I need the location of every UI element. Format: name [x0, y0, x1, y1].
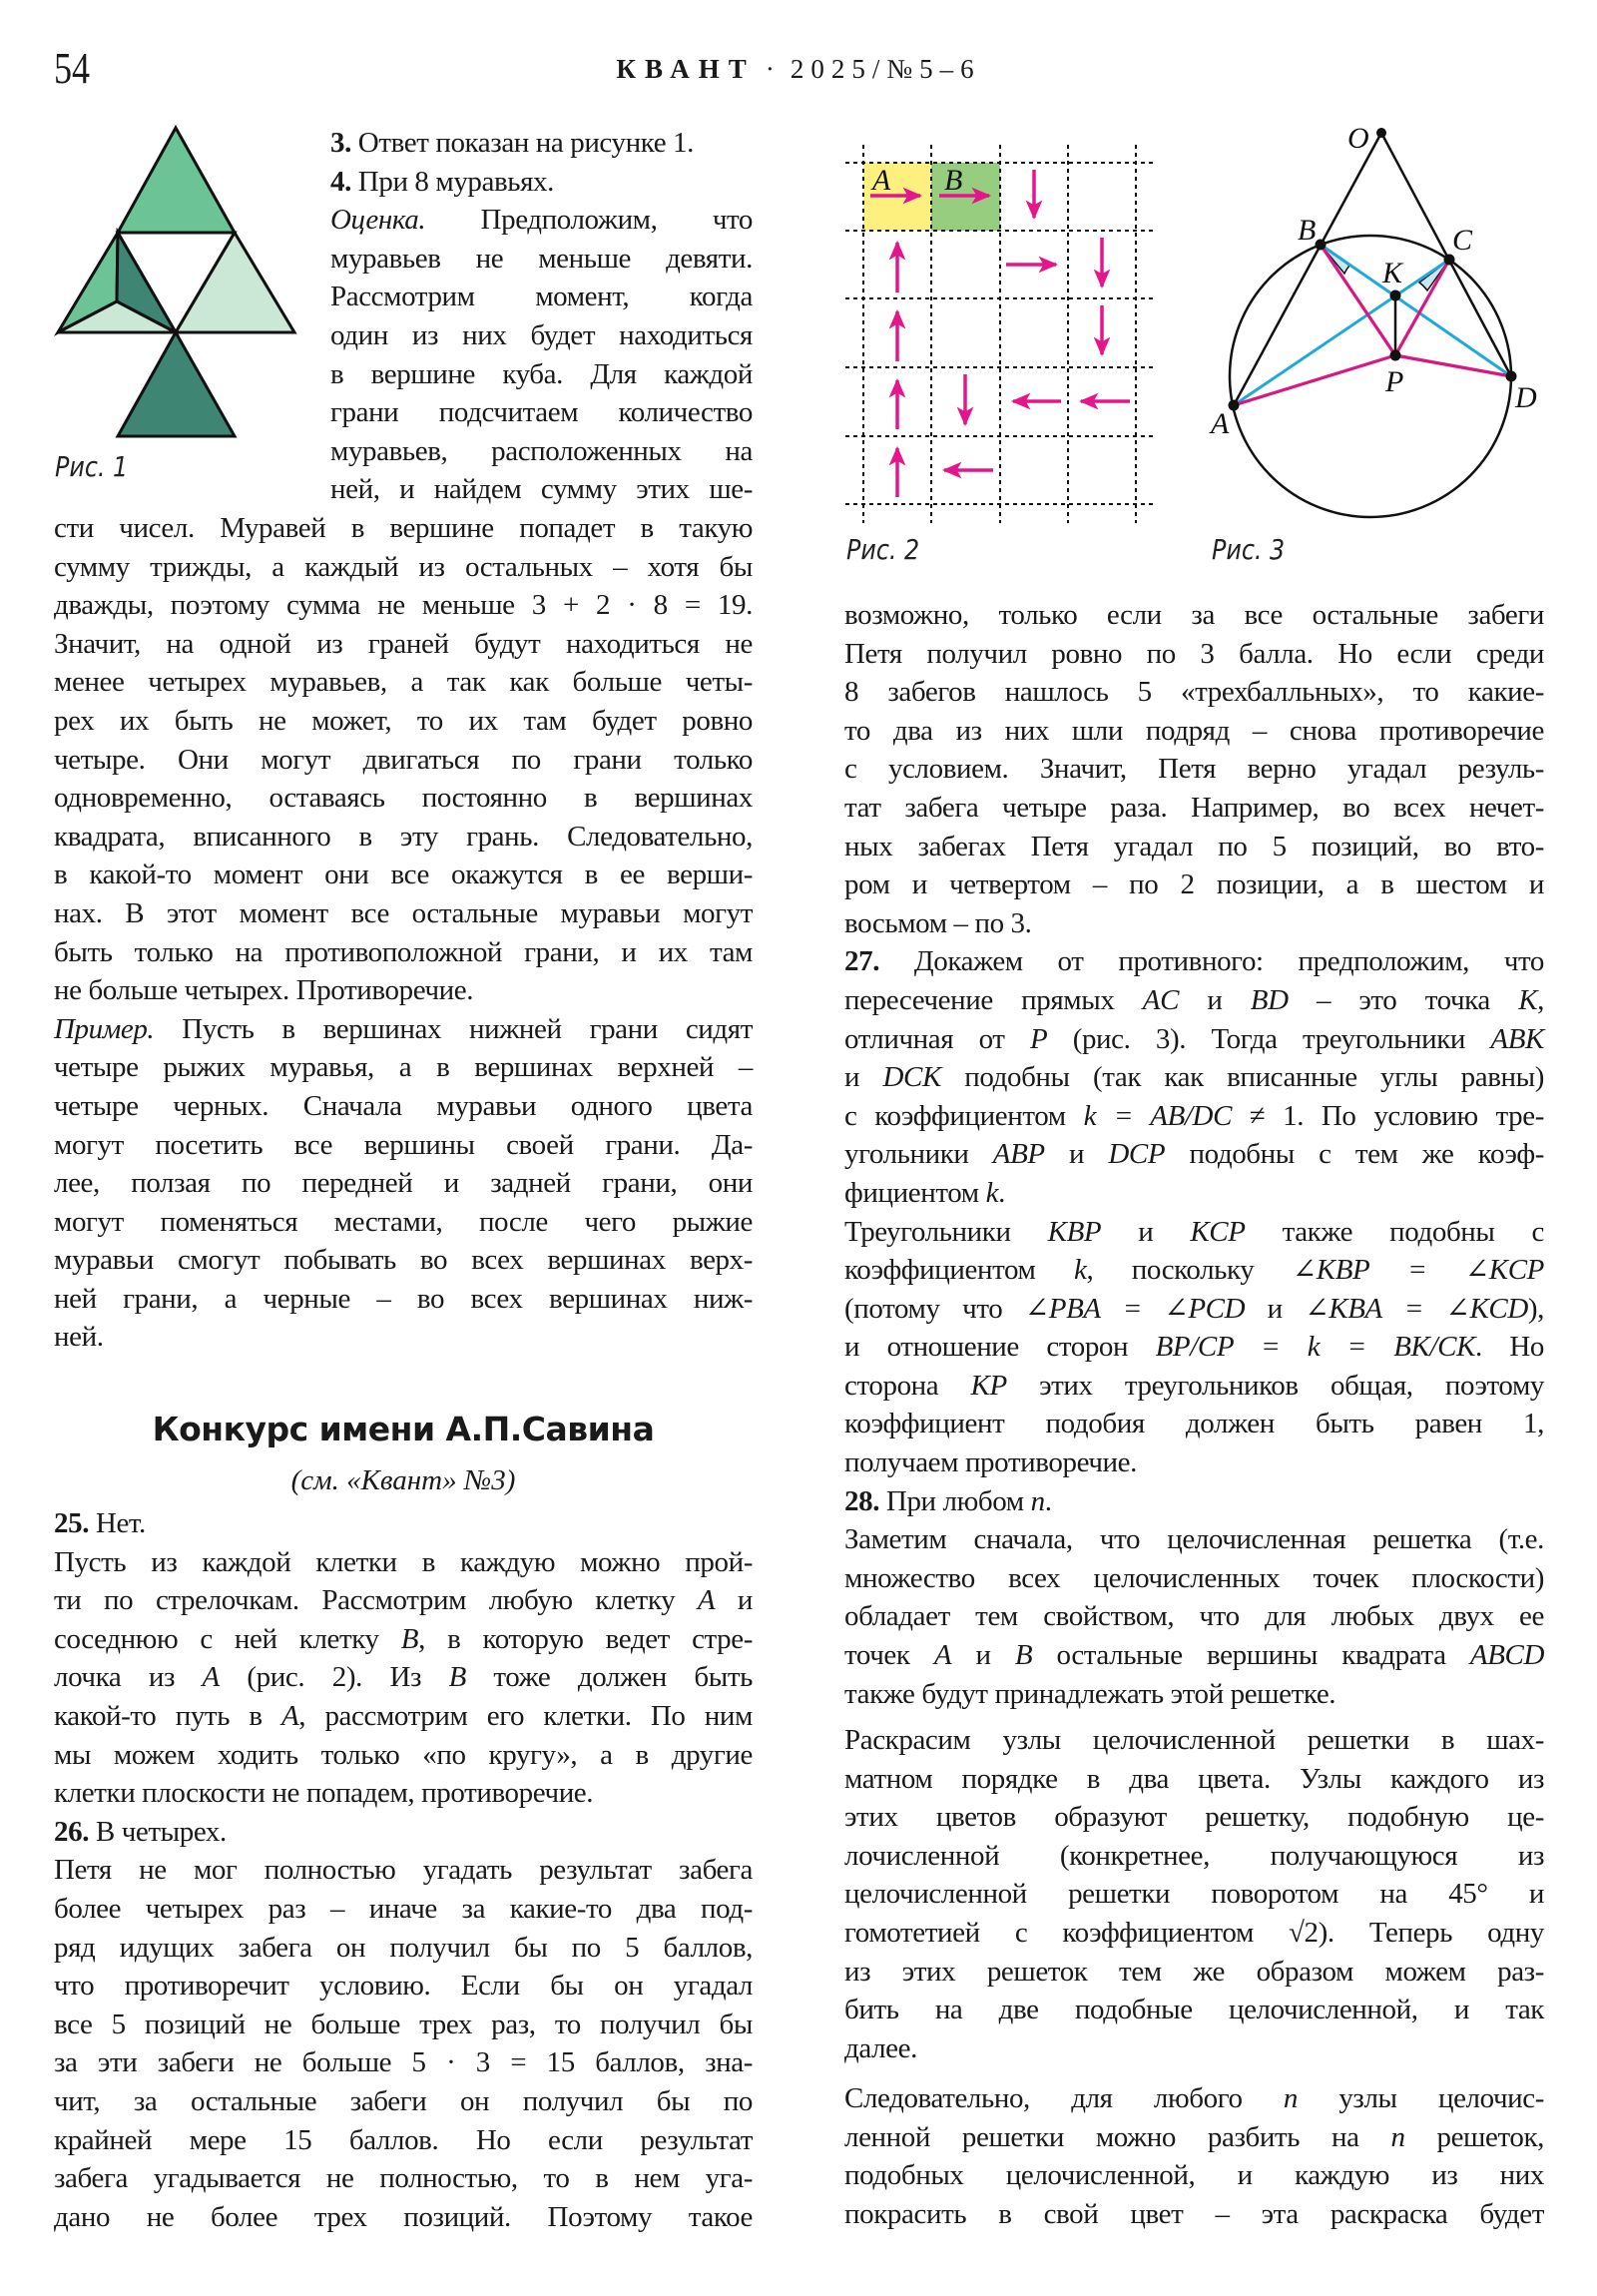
- text-line: [844, 1837, 1544, 1876]
- text-line: [844, 1675, 1544, 1714]
- text-run: гомотетией с коэффициентом √2). Теперь одну: [844, 1916, 1544, 1949]
- text-run: (рис. 3). Тогда треугольники: [1047, 1022, 1491, 1055]
- text-run: целочисленной решетки поворотом на 45° и: [844, 1878, 1544, 1911]
- text-line: [54, 509, 753, 548]
- italic-term: k: [1073, 1254, 1087, 1287]
- text-line: [54, 1736, 753, 1775]
- text-run: .: [998, 1176, 1005, 1209]
- fig3-label-o: O: [1347, 122, 1369, 155]
- text-run: узлы целочис-: [1298, 2082, 1544, 2114]
- text-run: четыре черных. Сначала муравьи одного цвета: [54, 1089, 753, 1122]
- text-run: угольники: [844, 1138, 993, 1171]
- text-line: [54, 1851, 753, 1890]
- italic-term: k = AB/DC: [1083, 1099, 1233, 1132]
- text-line: [54, 1048, 753, 1087]
- text-line: [844, 1991, 1544, 2029]
- text-line: [54, 625, 753, 664]
- text-run: матном порядке в два цвета. Узлы каждого из: [844, 1762, 1544, 1795]
- text-run: также будут принадлежать этой решетке.: [844, 1677, 1336, 1710]
- text-run: клетки плоскости не попадем, противоречие.: [54, 1777, 594, 1810]
- text-line: [330, 124, 753, 163]
- answer-number: 25.: [54, 1507, 90, 1539]
- text-line: [844, 1251, 1544, 1290]
- text-line: [844, 1636, 1544, 1675]
- text-run: лочисленной (конкретнее, получающуюся из: [844, 1839, 1544, 1872]
- text-run: и: [1044, 1138, 1109, 1171]
- text-line: [330, 240, 753, 279]
- text-run: не больше четырех. Противоречие.: [54, 974, 474, 1007]
- text-run: возможно, только если за все остальные забеги: [844, 599, 1544, 631]
- text-run: и: [1101, 1215, 1191, 1248]
- text-line: [844, 789, 1544, 828]
- text-line: [844, 1482, 1544, 1521]
- italic-term: A: [280, 1699, 299, 1732]
- text-line: [330, 470, 753, 509]
- text-block: [54, 509, 753, 1357]
- text-run: При 8 муравьях.: [350, 165, 554, 198]
- text-run: этих цветов образуют решетку, подобную це-: [844, 1801, 1544, 1834]
- page-number: 54: [54, 44, 91, 93]
- italic-term: BP/CP = k = BK/CK: [1155, 1331, 1476, 1364]
- text-line: [54, 2082, 753, 2121]
- text-line: [54, 1929, 753, 1968]
- text-line: [54, 1318, 753, 1357]
- text-run: грани подсчитаем количество: [330, 396, 753, 429]
- text-run: . Но: [1475, 1331, 1544, 1364]
- text-run: какой-то путь в: [54, 1699, 281, 1732]
- text-run: Значит, на одной из граней будут находиться не: [54, 627, 753, 660]
- text-run: множество всех целочисленных точек плоскости): [844, 1561, 1544, 1594]
- section-title: Конкурс имени А.П.Савина: [152, 1410, 655, 1448]
- text-line: [330, 393, 753, 432]
- fig3-label-d: D: [1515, 381, 1537, 414]
- italic-term: ABCD: [1469, 1639, 1544, 1672]
- text-run: ром и четвертом – по 2 позиции, а в шестом и: [844, 868, 1544, 901]
- text-line: [844, 942, 1544, 981]
- text-line: [330, 201, 753, 240]
- text-run: Заметим сначала, что целочисленная решетка (т.е.: [844, 1523, 1544, 1556]
- text-run: четыре рыжих муравья, а в вершинах верхней –: [54, 1051, 753, 1084]
- text-line: [844, 1020, 1544, 1059]
- text-line: [844, 1597, 1544, 1636]
- text-run: быть только на противоположной грани, и их там: [54, 935, 753, 968]
- text-run: отличная от: [844, 1022, 1030, 1055]
- text-run: что противоречит условию. Если бы он угадал: [54, 1970, 753, 2003]
- text-run: лочка из: [54, 1661, 203, 1694]
- text-run: сторона: [844, 1369, 971, 1402]
- text-line: [54, 586, 753, 625]
- text-line: [54, 1658, 753, 1697]
- text-line: [330, 355, 753, 394]
- figure-2-caption: Рис. 2: [846, 533, 920, 566]
- text-line: [54, 933, 753, 972]
- text-run: за эти забеги не больше 5 · 3 = 15 баллов, зна-: [54, 2046, 753, 2079]
- text-run: ≠ 1. По условию тре-: [1232, 1099, 1544, 1132]
- text-block: [844, 2079, 1544, 2233]
- text-run: с коэффициентом: [844, 1099, 1084, 1132]
- text-run: и: [1179, 983, 1251, 1016]
- text-run: В четырех.: [89, 1815, 227, 1848]
- text-line: [844, 1174, 1544, 1213]
- text-run: бить на две подобные целочисленной, и так: [844, 1994, 1544, 2026]
- text-line: [844, 1213, 1544, 1252]
- italic-term: Пример.: [54, 1012, 155, 1045]
- text-run: рех их быть не может, то их там будет ровно: [54, 704, 753, 737]
- answer-number: 26.: [54, 1815, 90, 1848]
- text-line: [844, 1953, 1544, 1992]
- text-run: ,: [1537, 983, 1544, 1016]
- text-run: пересечение прямых: [844, 983, 1143, 1016]
- text-line: [54, 1203, 753, 1242]
- text-line: [844, 1875, 1544, 1914]
- text-run: – это точка: [1288, 983, 1519, 1016]
- text-run: Предположим, что: [425, 204, 753, 237]
- fig3-label-c: C: [1452, 224, 1473, 257]
- text-line: [844, 673, 1544, 712]
- italic-term: ∠KBP = ∠KCP: [1292, 1254, 1544, 1287]
- text-run: и отношение сторон: [844, 1331, 1156, 1364]
- text-run: мы можем ходить только «по кругу», а в другие: [54, 1738, 753, 1771]
- text-run: сумму трижды, а каждый из остальных – хотя бы: [54, 550, 753, 583]
- text-run: этих треугольников общая, поэтому: [1006, 1369, 1544, 1402]
- text-line: [54, 1774, 753, 1813]
- answer-number: 3.: [330, 127, 351, 159]
- text-run: Треугольники: [844, 1215, 1048, 1248]
- text-line: [330, 432, 753, 471]
- text-run: и: [844, 1061, 883, 1094]
- text-run: в вершине куба. Для каждой: [330, 357, 753, 390]
- text-line: [330, 163, 753, 202]
- text-line: [844, 635, 1544, 674]
- text-line: [54, 2198, 753, 2237]
- text-line: [844, 1443, 1544, 1482]
- text-run: получаем противоречие.: [844, 1446, 1137, 1479]
- text-line: [844, 1405, 1544, 1443]
- text-line: [844, 1367, 1544, 1406]
- text-line: [54, 1890, 753, 1929]
- text-line: [54, 1241, 753, 1280]
- italic-term: k: [985, 1176, 999, 1209]
- text-run: чит, за остальные забеги он получил бы по: [54, 2084, 753, 2117]
- text-run: коэффициент подобия должен быть равен 1,: [844, 1408, 1544, 1440]
- text-run: из этих решеток тем же образом можем раз-: [844, 1955, 1544, 1988]
- text-run: муравьев, расположенных на: [330, 434, 753, 467]
- text-run: остальные вершины квадрата: [1032, 1639, 1470, 1672]
- italic-term: ∠KBA = ∠KCD: [1305, 1292, 1528, 1325]
- text-line: [54, 1697, 753, 1736]
- text-line: [54, 2043, 753, 2082]
- text-run: , поскольку: [1086, 1254, 1293, 1287]
- text-line: [844, 904, 1544, 943]
- text-run: забега угадывается не полностью, то в нем уга-: [54, 2162, 753, 2195]
- text-run: также подобны с: [1245, 1215, 1544, 1248]
- italic-term: ∠PBA = ∠PCD: [1024, 1292, 1246, 1325]
- text-run: нах. В этот момент все остальные муравьи могут: [54, 896, 753, 929]
- text-line: [54, 741, 753, 780]
- text-run: лее, ползая по передней и задней грани, они: [54, 1167, 753, 1200]
- text-run: сти чисел. Муравей в вершине попадет в такую: [54, 512, 753, 544]
- text-line: [54, 818, 753, 857]
- text-line: [54, 2121, 753, 2160]
- text-run: далее.: [844, 2031, 917, 2064]
- text-run: обладает тем свойством, что для любых двух ее: [844, 1600, 1544, 1633]
- text-run: (рис. 2). Из: [219, 1661, 449, 1694]
- text-run: крайней мере 15 баллов. Но если результат: [54, 2123, 753, 2156]
- text-line: [844, 828, 1544, 866]
- header-separator: ·: [765, 54, 781, 84]
- text-run: ных забегах Петя угадал по 5 позиций, во вто-: [844, 830, 1544, 862]
- text-run: менее четырех муравьев, а так как больше четы-: [54, 666, 753, 699]
- text-line: [54, 1967, 753, 2006]
- text-line: [844, 981, 1544, 1020]
- text-run: Раскрасим узлы целочисленной решетки в шах-: [844, 1724, 1544, 1756]
- text-line: [54, 1581, 753, 1620]
- text-run: При любом: [879, 1484, 1031, 1517]
- text-block: [844, 1721, 1544, 2067]
- text-run: Докажем от противного: предположим, что: [879, 945, 1544, 978]
- text-run: ней, и найдем сумму этих ше-: [330, 473, 753, 506]
- text-line: [844, 712, 1544, 751]
- text-run: в какой-то момент они все окажутся в ее верши-: [54, 859, 753, 891]
- italic-term: DCK: [882, 1061, 941, 1094]
- fig3-label-b: B: [1298, 214, 1317, 247]
- text-run: квадрата, вписанного в эту грань. Следовательно,: [54, 820, 753, 853]
- italic-term: AC: [1142, 983, 1180, 1016]
- text-run: все 5 позиций не больше трех раз, то получил бы: [54, 2008, 753, 2040]
- text-line: [844, 1520, 1544, 1559]
- italic-term: n: [1030, 1484, 1045, 1517]
- text-run: дважды, поэтому сумма не меньше 3 + 2 · 8 = 19.: [54, 589, 753, 622]
- text-run: подобных целочисленной, и каждую из них: [844, 2159, 1544, 2192]
- text-run: с условием. Значит, Петя верно угадал резуль-: [844, 753, 1544, 786]
- text-line: [54, 856, 753, 894]
- text-run: , в которую ведет стре-: [418, 1622, 753, 1655]
- text-line: [844, 1559, 1544, 1598]
- text-line: [844, 1097, 1544, 1136]
- italic-term: B: [448, 1661, 466, 1694]
- text-run: соседнюю с ней клетку: [54, 1622, 401, 1655]
- italic-term: BD: [1250, 983, 1289, 1016]
- text-run: ней грани, а черные – во всех вершинах ниж-: [54, 1282, 753, 1315]
- text-line: [54, 2159, 753, 2198]
- text-line: [844, 1760, 1544, 1799]
- italic-term: DCP: [1108, 1138, 1166, 1171]
- text-line: [844, 1058, 1544, 1097]
- italic-term: B: [1014, 1639, 1033, 1672]
- fig3-label-k: K: [1382, 257, 1403, 289]
- fig3-label-a: A: [1211, 407, 1230, 440]
- text-line: [54, 1280, 753, 1319]
- text-line: [54, 548, 753, 587]
- text-run: и: [1245, 1292, 1306, 1325]
- text-run: ти по стрелочкам. Рассмотрим любую клетку: [54, 1584, 698, 1617]
- figure-1-caption: Рис. 1: [55, 450, 129, 483]
- text-run: могут посетить все вершины своей грани. Да-: [54, 1128, 753, 1161]
- text-line: [844, 1798, 1544, 1837]
- italic-term: n: [1283, 2082, 1298, 2114]
- fig2-label-b: B: [944, 164, 963, 197]
- text-line: [54, 1164, 753, 1203]
- text-line: [844, 596, 1544, 635]
- answer-number: 27.: [844, 945, 880, 978]
- section-subtitle: (см. «Квант» №3): [290, 1464, 516, 1496]
- text-line: [54, 971, 753, 1010]
- answer-number: 28.: [844, 1484, 880, 1517]
- text-run: Ответ показан на рисунке 1.: [350, 127, 694, 159]
- text-line: [54, 779, 753, 818]
- text-line: [330, 278, 753, 316]
- italic-term: P: [1029, 1022, 1048, 1055]
- text-run: восьмом – по 3.: [844, 906, 1032, 939]
- text-run: ряд идущих забега он получил бы по 5 баллов,: [54, 1931, 753, 1964]
- text-line: [844, 1290, 1544, 1329]
- text-block: [54, 1504, 753, 2236]
- text-line: [54, 2006, 753, 2044]
- text-run: ),: [1527, 1292, 1544, 1325]
- italic-term: A: [697, 1584, 716, 1617]
- text-line: [844, 1135, 1544, 1174]
- text-run: покрасить в свой цвет – эта раскраска будет: [844, 2197, 1544, 2230]
- text-line: [54, 894, 753, 933]
- text-run: ленной решетки можно разбить на: [844, 2120, 1391, 2153]
- text-run: коэффициентом: [844, 1254, 1074, 1287]
- issue-number: 2025/№5–6: [790, 54, 981, 84]
- text-line: [54, 663, 753, 702]
- text-run: Следовательно, для любого: [844, 2082, 1284, 2114]
- text-line: [844, 2079, 1544, 2118]
- text-run: Нет.: [89, 1507, 146, 1539]
- text-run: Петя не мог полностью угадать результат забега: [54, 1854, 753, 1887]
- answer-number: 4.: [330, 165, 351, 198]
- text-run: Пусть из каждой клетки в каждую можно прой-: [54, 1545, 753, 1578]
- text-run: (потому что: [844, 1292, 1025, 1325]
- text-line: [54, 1126, 753, 1165]
- text-run: , рассмотрим его клетки. По ним: [298, 1699, 753, 1732]
- italic-term: KCP: [1190, 1215, 1246, 1248]
- text-line: [844, 2195, 1544, 2234]
- text-run: точек: [844, 1639, 934, 1672]
- text-run: Петя получил ровно по 3 балла. Но если среди: [844, 637, 1544, 670]
- italic-term: A: [933, 1639, 952, 1672]
- text-line: [54, 1620, 753, 1659]
- text-run: подобны с тем же коэф-: [1165, 1138, 1544, 1171]
- text-run: могут поменяться местами, после чего рыжие: [54, 1205, 753, 1238]
- italic-term: ABP: [992, 1138, 1045, 1171]
- text-line: [54, 1813, 753, 1852]
- italic-term: n: [1390, 2120, 1405, 2153]
- italic-term: A: [202, 1661, 220, 1694]
- text-line: [844, 2029, 1544, 2068]
- text-run: ней.: [54, 1321, 104, 1354]
- text-run: одновременно, оставаясь постоянно в вершинах: [54, 782, 753, 815]
- text-run: подобны (так как вписанные углы равны): [940, 1061, 1544, 1094]
- text-line: [844, 1328, 1544, 1367]
- italic-term: ABK: [1490, 1022, 1544, 1055]
- text-run: то два из них шли подряд – снова противоречие: [844, 714, 1544, 747]
- text-line: [54, 1504, 753, 1543]
- text-run: фициентом: [844, 1176, 986, 1209]
- text-run: тоже должен быть: [465, 1661, 753, 1694]
- italic-term: Оценка.: [330, 204, 426, 237]
- fig2-label-a: A: [872, 164, 891, 197]
- text-line: [330, 316, 753, 355]
- italic-term: KP: [970, 1369, 1007, 1402]
- text-line: [54, 1087, 753, 1126]
- text-run: Пусть в вершинах нижней грани сидят: [154, 1012, 753, 1045]
- fig3-label-p: P: [1385, 365, 1404, 398]
- text-line: [54, 1010, 753, 1049]
- text-line: [844, 750, 1544, 789]
- text-line: [844, 2118, 1544, 2157]
- magazine-title: КВАНТ: [616, 54, 756, 84]
- text-run: дано не более трех позиций. Поэтому такое: [54, 2200, 753, 2233]
- text-line: [844, 1914, 1544, 1953]
- text-run: и: [715, 1584, 753, 1617]
- text-run: 8 забегов нашлось 5 «трехбалльных», то какие-: [844, 676, 1544, 709]
- text-run: один из них будет находиться: [330, 318, 753, 351]
- text-run: тат забега четыре раза. Например, во всех нечет-: [844, 791, 1544, 824]
- text-run: и: [951, 1639, 1015, 1672]
- italic-term: K: [1518, 983, 1538, 1016]
- text-run: муравьи смогут побывать во всех вершинах верх-: [54, 1244, 753, 1277]
- italic-term: B: [400, 1622, 419, 1655]
- text-run: муравьев не меньше девяти.: [330, 242, 753, 275]
- text-run: четыре. Они могут двигаться по грани только: [54, 743, 753, 776]
- text-run: более четырех раз – иначе за какие-то два под-: [54, 1892, 753, 1925]
- figure-3-caption: Рис. 3: [1212, 533, 1286, 566]
- text-run: Рассмотрим момент, когда: [330, 281, 753, 313]
- text-run: .: [1044, 1484, 1052, 1517]
- text-line: [844, 865, 1544, 904]
- text-line: [54, 702, 753, 741]
- text-run: решеток,: [1404, 2120, 1544, 2153]
- text-block: [330, 124, 753, 509]
- text-block: [844, 596, 1544, 1713]
- text-line: [844, 1721, 1544, 1760]
- text-line: [54, 1543, 753, 1582]
- text-line: [844, 2156, 1544, 2195]
- italic-term: KBP: [1047, 1215, 1102, 1248]
